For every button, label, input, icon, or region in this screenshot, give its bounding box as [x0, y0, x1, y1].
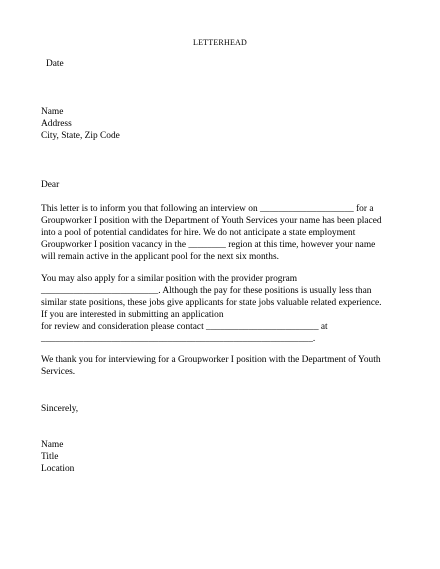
paragraph-line: Groupworker I position with the Department of Youth Services your name has been placed — [41, 216, 382, 226]
paragraph-line: Groupworker I position vacancy in the ________ region at this time, however your name — [41, 240, 376, 250]
paragraph-line: This letter is to inform you that following an interview on ____________________ for a — [41, 204, 374, 214]
paragraph-line: __________________________________________________________. — [41, 334, 316, 344]
date-label: Date — [46, 59, 64, 69]
paragraph-provider-program — [41, 273, 411, 345]
signature-name: Name — [41, 440, 64, 450]
paragraph-thanks — [41, 354, 411, 378]
recipient-name: Name — [41, 107, 64, 117]
paragraph-line: into a pool of potential candidates for hire. We do not anticipate a state employment — [41, 228, 356, 238]
recipient-address-block — [41, 106, 120, 142]
paragraph-line: If you are interested in submitting an application — [41, 310, 224, 320]
signature-title: Title — [41, 452, 59, 462]
letterhead: LETTERHEAD — [193, 38, 247, 47]
paragraph-line: _________________________. Although the pay for these positions is usually less than — [41, 286, 372, 296]
recipient-address: Address — [41, 119, 72, 129]
signature-block — [41, 439, 74, 475]
closing — [41, 403, 78, 415]
paragraph-line: similar state positions, these jobs give applicants for state jobs valuable related experience. — [41, 298, 382, 308]
paragraph-line: for review and consideration please contact ________________________ at — [41, 322, 328, 332]
signature-location: Location — [41, 464, 75, 474]
paragraph-interview-result — [41, 203, 411, 263]
paragraph-line: You may also apply for a similar position with the provider program — [41, 274, 298, 284]
paragraph-line: will remain active in the applicant pool for the next six months. — [41, 252, 279, 262]
recipient-city-state-zip: City, State, Zip Code — [41, 131, 120, 141]
closing-text: Sincerely, — [41, 404, 79, 414]
salutation: Dear — [41, 180, 60, 190]
paragraph-line: Services. — [41, 367, 76, 377]
paragraph-line: We thank you for interviewing for a Groupworker I position with the Department of Youth — [41, 355, 381, 365]
